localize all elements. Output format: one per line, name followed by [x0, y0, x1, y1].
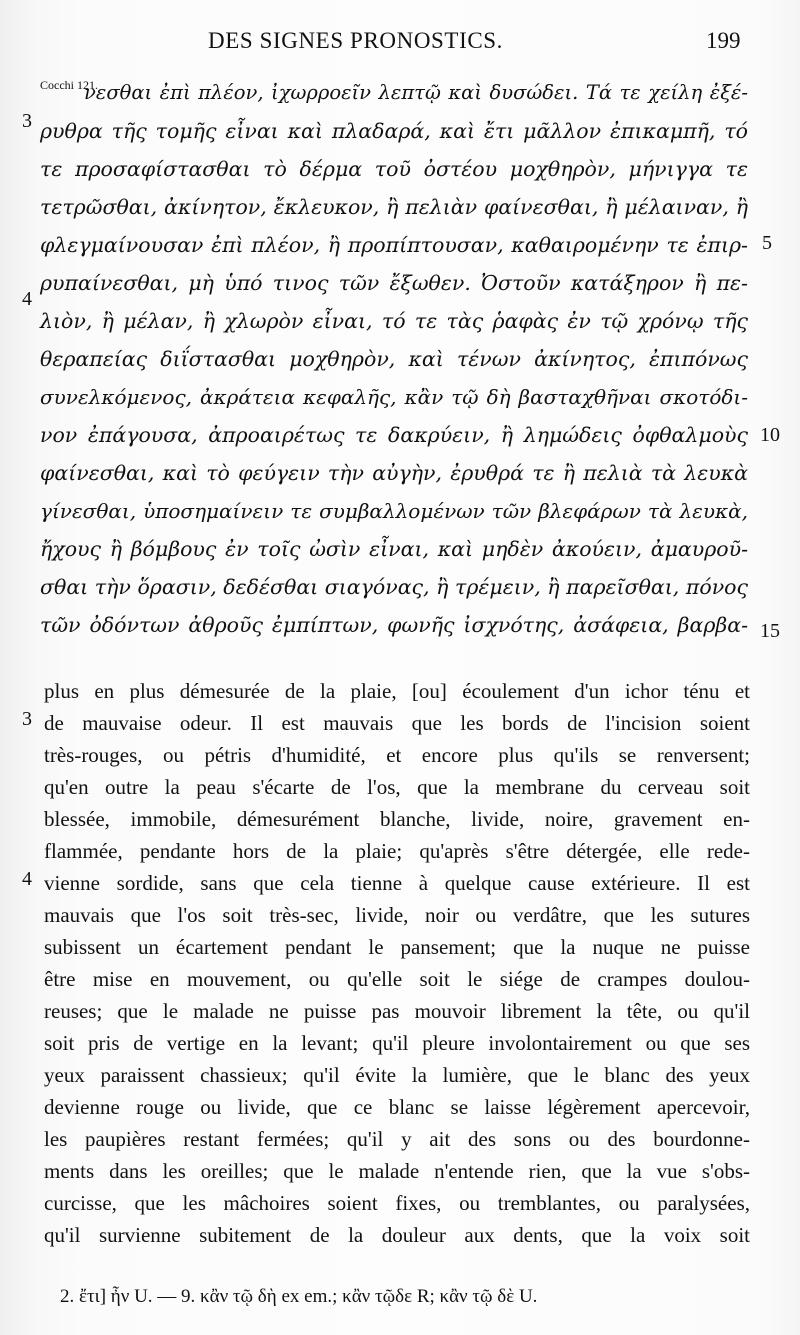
running-head [0, 24, 800, 60]
margin-section-number: 3 [22, 708, 32, 730]
greek-line: γίνεσθαι, ὑποσημαίνειν τε συμβαλλομένων τῶν βλεφάρων τὰ λευκὰ, [40, 499, 748, 523]
greek-line: φαίνεσθαι, καὶ τὸ φεύγειν τὴν αὐγὴν, ἐρυθρά τε ἢ πελιὰ τὰ λευκὰ [40, 461, 748, 485]
french-line: devienne rouge ou livide, que ce blanc se laisse légèrement apercevoir, [44, 1095, 750, 1119]
french-line: ments dans les oreilles; que le malade n'entende rien, que la vue s'obs- [44, 1159, 750, 1183]
french-line: flammée, pendante hors de la plaie; qu'après s'être détergée, elle rede- [44, 839, 750, 863]
greek-line: ρυθρα τῆς τομῆς εἶναι καὶ πλαδαρά, καὶ ἔτι μᾶλλον ἐπικαμπῆ, τό [40, 119, 748, 143]
margin-line-number: 15 [760, 620, 780, 642]
margin-cocchi-reference: Cocchi 121. [40, 78, 98, 92]
greek-line: φλεγμαίνουσαν ἐπὶ πλέον, ἢ προπίπτουσαν, καθαιρομένην τε ἐπιρ- [40, 233, 748, 257]
running-title: DES SIGNES PRONOSTICS. [208, 28, 504, 53]
french-line: qu'il survienne subitement de la douleur aux dents, que la voix soit [44, 1223, 750, 1247]
greek-line: συνελκόμενος, ἀκράτεια κεφαλῆς, κἂν τῷ δὴ βασταχθῆναι σκοτόδι- [40, 385, 748, 409]
margin-section-number: 3 [22, 110, 32, 132]
french-line: reuses; que le malade ne puisse pas mouvoir librement la tête, ou qu'il [44, 999, 750, 1023]
french-line: soit pris de vertige en la levant; qu'il pleure involontairement ou que ses [44, 1031, 750, 1055]
greek-line: νεσθαι ἐπὶ πλέον, ἰχωρροεῖν λεπτῷ καὶ δυσώδει. Τά τε χείλη ἐξέ- [84, 81, 748, 104]
margin-section-number: 4 [22, 288, 32, 310]
french-line: blessée, immobile, démesurément blanche, livide, noire, gravement en- [44, 807, 750, 831]
french-line: yeux paraissent chassieux; qu'il évite la lumière, que le blanc des yeux [44, 1063, 750, 1087]
greek-line: νον ἐπάγουσα, ἀπροαιρέτως τε δακρύειν, ἢ λημώδεις ὀφθαλμοὺς [40, 423, 748, 447]
french-line: très-rouges, ou pétris d'humidité, et encore plus qu'ils se renversent; [44, 743, 750, 767]
footnote: 2. ἔτι] ἦν U. — 9. κἂν τῷ δὴ ex em.; κἂν τῷδε R; κἂν τῷ δὲ U. [60, 1286, 538, 1307]
margin-line-number: 5 [762, 232, 772, 254]
greek-line: σθαι τὴν ὅρασιν, δεδέσθαι σιαγόνας, ἢ τρέμειν, ἢ παρεῖσθαι, πόνος [40, 575, 748, 599]
french-line: curcisse, que les mâchoires soient fixes, ou tremblantes, ou paralysées, [44, 1191, 750, 1215]
greek-line: τε προσαφίστασθαι τὸ δέρμα τοῦ ὀστέου μοχθηρὸν, μήνιγγα τε [40, 157, 748, 181]
french-line: subissent un écartement pendant le pansement; que la nuque ne puisse [44, 935, 750, 959]
french-line: les paupières restant fermées; qu'il y ait des sons ou des bourdonne- [44, 1127, 750, 1151]
greek-line: ἤχους ἢ βόμβους ἐν τοῖς ὠσὶν εἶναι, καὶ μηδὲν ἀκούειν, ἀμαυροῦ- [40, 537, 748, 561]
greek-line: θεραπείας διΐστασθαι μοχθηρὸν, καὶ τένων ἀκίνητος, ἐπιπόνως [40, 347, 748, 371]
margin-line-number: 10 [760, 424, 780, 446]
french-line: mauvais que l'os soit très-sec, livide, noir ou verdâtre, que les sutures [44, 903, 750, 927]
greek-line: λιὸν, ἢ μέλαν, ἢ χλωρὸν εἶναι, τό τε τὰς ῥαφὰς ἐν τῷ χρόνῳ τῆς [40, 309, 748, 333]
greek-line: ρυπαίνεσθαι, μὴ ὑπό τινος τῶν ἔξωθεν. Ὀστοῦν κατάξηρον ἢ πε- [40, 271, 748, 295]
french-line: qu'en outre la peau s'écarte de l'os, que la membrane du cerveau soit [44, 775, 750, 799]
greek-line: τετρῶσθαι, ἀκίνητον, ἔκλευκον, ἢ πελιὰν φαίνεσθαι, ἢ μέλαιναν, ἢ [40, 195, 748, 219]
margin-section-number: 4 [22, 868, 32, 890]
page-number: 199 [706, 28, 741, 53]
french-line: vienne sordide, sans que cela tienne à quelque cause extérieure. Il est [44, 871, 750, 895]
french-line: de mauvaise odeur. Il est mauvais que les bords de l'incision soient [44, 711, 750, 735]
greek-line: τῶν ὀδόντων ἀθροῦς ἐμπίπτων, φωνῆς ἰσχνότης, ἀσάφεια, βαρβα- [40, 613, 748, 637]
french-line: plus en plus démesurée de la plaie, [ou] écoulement d'un ichor ténu et [44, 679, 750, 703]
french-line: être mise en mouvement, ou qu'elle soit le siége de crampes doulou- [44, 967, 750, 991]
